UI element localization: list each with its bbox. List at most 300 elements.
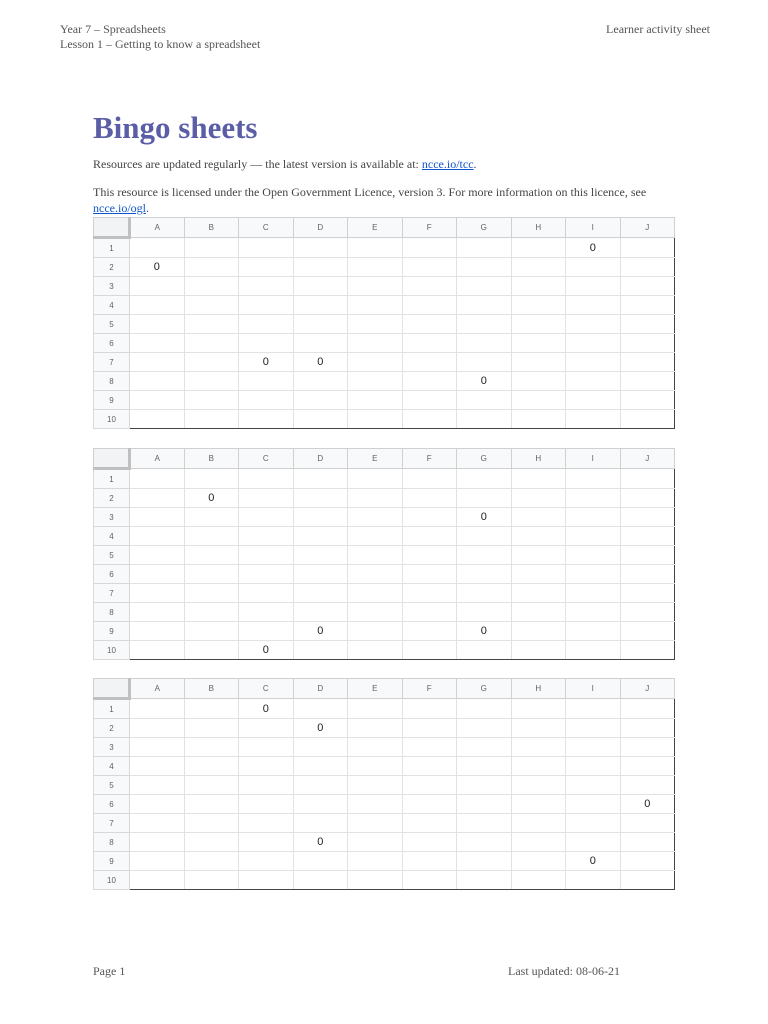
cell-e6[interactable] bbox=[348, 795, 403, 814]
cell-a9[interactable] bbox=[130, 622, 185, 641]
column-header-e[interactable]: E bbox=[348, 679, 403, 699]
cell-f2[interactable] bbox=[402, 489, 457, 508]
column-header-i[interactable]: I bbox=[566, 679, 621, 699]
cell-g4[interactable] bbox=[457, 757, 512, 776]
cell-g1[interactable] bbox=[457, 469, 512, 489]
cell-c2[interactable] bbox=[239, 719, 294, 738]
cell-d5[interactable] bbox=[293, 546, 348, 565]
cell-g3[interactable] bbox=[457, 277, 512, 296]
cell-c4[interactable] bbox=[239, 296, 294, 315]
cell-i10[interactable] bbox=[566, 641, 621, 660]
cell-g8[interactable] bbox=[457, 833, 512, 852]
cell-i4[interactable] bbox=[566, 296, 621, 315]
cell-e9[interactable] bbox=[348, 852, 403, 871]
column-header-d[interactable]: D bbox=[293, 449, 348, 469]
cell-f3[interactable] bbox=[402, 277, 457, 296]
cell-d10[interactable] bbox=[293, 641, 348, 660]
cell-j6[interactable] bbox=[620, 334, 675, 353]
cell-b6[interactable] bbox=[184, 795, 239, 814]
cell-f1[interactable] bbox=[402, 469, 457, 489]
cell-e5[interactable] bbox=[348, 315, 403, 334]
column-header-c[interactable]: C bbox=[239, 449, 294, 469]
column-header-g[interactable]: G bbox=[457, 679, 512, 699]
cell-g2[interactable] bbox=[457, 719, 512, 738]
cell-j2[interactable] bbox=[620, 258, 675, 277]
cell-g5[interactable] bbox=[457, 776, 512, 795]
cell-h4[interactable] bbox=[511, 527, 566, 546]
cell-f2[interactable] bbox=[402, 719, 457, 738]
column-header-a[interactable]: A bbox=[130, 679, 185, 699]
cell-a8[interactable] bbox=[130, 372, 185, 391]
cell-h7[interactable] bbox=[511, 814, 566, 833]
row-header-4[interactable]: 4 bbox=[94, 296, 130, 315]
cell-d1[interactable] bbox=[293, 238, 348, 258]
cell-c8[interactable] bbox=[239, 603, 294, 622]
cell-f10[interactable] bbox=[402, 871, 457, 890]
cell-g7[interactable] bbox=[457, 584, 512, 603]
cell-b4[interactable] bbox=[184, 296, 239, 315]
column-header-e[interactable]: E bbox=[348, 449, 403, 469]
row-header-6[interactable]: 6 bbox=[94, 565, 130, 584]
cell-e7[interactable] bbox=[348, 814, 403, 833]
cell-e8[interactable] bbox=[348, 372, 403, 391]
row-header-2[interactable]: 2 bbox=[94, 719, 130, 738]
cell-g5[interactable] bbox=[457, 546, 512, 565]
cell-a2[interactable] bbox=[130, 719, 185, 738]
cell-e1[interactable] bbox=[348, 469, 403, 489]
cell-f8[interactable] bbox=[402, 372, 457, 391]
select-all-corner[interactable] bbox=[94, 449, 130, 469]
cell-g9[interactable] bbox=[457, 391, 512, 410]
cell-f6[interactable] bbox=[402, 795, 457, 814]
cell-h2[interactable] bbox=[511, 489, 566, 508]
row-header-3[interactable]: 3 bbox=[94, 508, 130, 527]
cell-c10[interactable] bbox=[239, 871, 294, 890]
column-header-e[interactable]: E bbox=[348, 218, 403, 238]
cell-j7[interactable] bbox=[620, 814, 675, 833]
column-header-b[interactable]: B bbox=[184, 218, 239, 238]
cell-b6[interactable] bbox=[184, 565, 239, 584]
cell-c3[interactable] bbox=[239, 508, 294, 527]
cell-j5[interactable] bbox=[620, 546, 675, 565]
cell-c8[interactable] bbox=[239, 372, 294, 391]
cell-a3[interactable] bbox=[130, 508, 185, 527]
cell-d10[interactable] bbox=[293, 871, 348, 890]
row-header-6[interactable]: 6 bbox=[94, 795, 130, 814]
column-header-f[interactable]: F bbox=[402, 679, 457, 699]
cell-e1[interactable] bbox=[348, 238, 403, 258]
cell-f4[interactable] bbox=[402, 296, 457, 315]
cell-d3[interactable] bbox=[293, 738, 348, 757]
cell-e9[interactable] bbox=[348, 391, 403, 410]
cell-d6[interactable] bbox=[293, 795, 348, 814]
cell-a3[interactable] bbox=[130, 738, 185, 757]
row-header-2[interactable]: 2 bbox=[94, 489, 130, 508]
cell-g7[interactable] bbox=[457, 353, 512, 372]
cell-h3[interactable] bbox=[511, 738, 566, 757]
cell-g2[interactable] bbox=[457, 489, 512, 508]
cell-i7[interactable] bbox=[566, 584, 621, 603]
cell-e10[interactable] bbox=[348, 410, 403, 429]
cell-f6[interactable] bbox=[402, 334, 457, 353]
cell-a1[interactable] bbox=[130, 699, 185, 719]
cell-i1[interactable] bbox=[566, 469, 621, 489]
row-header-7[interactable]: 7 bbox=[94, 353, 130, 372]
cell-d4[interactable] bbox=[293, 757, 348, 776]
cell-f5[interactable] bbox=[402, 776, 457, 795]
column-header-a[interactable]: A bbox=[130, 218, 185, 238]
row-header-1[interactable]: 1 bbox=[94, 238, 130, 258]
cell-j10[interactable] bbox=[620, 641, 675, 660]
cell-a9[interactable] bbox=[130, 391, 185, 410]
column-header-i[interactable]: I bbox=[566, 449, 621, 469]
cell-c5[interactable] bbox=[239, 315, 294, 334]
cell-f5[interactable] bbox=[402, 315, 457, 334]
select-all-corner[interactable] bbox=[94, 218, 130, 238]
cell-e7[interactable] bbox=[348, 353, 403, 372]
cell-f4[interactable] bbox=[402, 527, 457, 546]
row-header-4[interactable]: 4 bbox=[94, 527, 130, 546]
cell-h6[interactable] bbox=[511, 334, 566, 353]
cell-g1[interactable] bbox=[457, 699, 512, 719]
cell-b8[interactable] bbox=[184, 603, 239, 622]
cell-f7[interactable] bbox=[402, 353, 457, 372]
cell-d7[interactable] bbox=[293, 584, 348, 603]
cell-c1[interactable]: 0 bbox=[239, 699, 294, 719]
cell-e8[interactable] bbox=[348, 603, 403, 622]
row-header-1[interactable]: 1 bbox=[94, 699, 130, 719]
cell-h9[interactable] bbox=[511, 852, 566, 871]
cell-a2[interactable] bbox=[130, 489, 185, 508]
cell-a7[interactable] bbox=[130, 814, 185, 833]
cell-c10[interactable] bbox=[239, 410, 294, 429]
cell-h5[interactable] bbox=[511, 315, 566, 334]
row-header-8[interactable]: 8 bbox=[94, 833, 130, 852]
tcc-link[interactable]: ncce.io/tcc bbox=[421, 157, 474, 171]
column-header-f[interactable]: F bbox=[402, 449, 457, 469]
cell-b7[interactable] bbox=[184, 814, 239, 833]
cell-e3[interactable] bbox=[348, 277, 403, 296]
cell-b9[interactable] bbox=[184, 391, 239, 410]
cell-j6[interactable]: 0 bbox=[620, 795, 675, 814]
cell-c5[interactable] bbox=[239, 546, 294, 565]
cell-g1[interactable] bbox=[457, 238, 512, 258]
cell-e4[interactable] bbox=[348, 296, 403, 315]
cell-a6[interactable] bbox=[130, 565, 185, 584]
cell-a2[interactable]: 0 bbox=[130, 258, 185, 277]
cell-j4[interactable] bbox=[620, 527, 675, 546]
cell-i4[interactable] bbox=[566, 527, 621, 546]
cell-i2[interactable] bbox=[566, 258, 621, 277]
cell-h6[interactable] bbox=[511, 795, 566, 814]
cell-d1[interactable] bbox=[293, 469, 348, 489]
column-header-j[interactable]: J bbox=[620, 218, 675, 238]
cell-c7[interactable] bbox=[239, 584, 294, 603]
cell-g10[interactable] bbox=[457, 410, 512, 429]
cell-b6[interactable] bbox=[184, 334, 239, 353]
cell-h10[interactable] bbox=[511, 641, 566, 660]
cell-b4[interactable] bbox=[184, 757, 239, 776]
row-header-3[interactable]: 3 bbox=[94, 277, 130, 296]
cell-b3[interactable] bbox=[184, 508, 239, 527]
row-header-5[interactable]: 5 bbox=[94, 546, 130, 565]
cell-e9[interactable] bbox=[348, 622, 403, 641]
cell-d5[interactable] bbox=[293, 776, 348, 795]
cell-i4[interactable] bbox=[566, 757, 621, 776]
cell-i10[interactable] bbox=[566, 410, 621, 429]
cell-f10[interactable] bbox=[402, 410, 457, 429]
row-header-9[interactable]: 9 bbox=[94, 622, 130, 641]
cell-b3[interactable] bbox=[184, 738, 239, 757]
cell-b5[interactable] bbox=[184, 546, 239, 565]
cell-c3[interactable] bbox=[239, 738, 294, 757]
cell-a10[interactable] bbox=[130, 871, 185, 890]
column-header-c[interactable]: C bbox=[239, 679, 294, 699]
cell-h5[interactable] bbox=[511, 776, 566, 795]
cell-h10[interactable] bbox=[511, 410, 566, 429]
cell-i6[interactable] bbox=[566, 795, 621, 814]
column-header-a[interactable]: A bbox=[130, 449, 185, 469]
cell-b8[interactable] bbox=[184, 833, 239, 852]
cell-b5[interactable] bbox=[184, 776, 239, 795]
cell-g6[interactable] bbox=[457, 795, 512, 814]
cell-h3[interactable] bbox=[511, 277, 566, 296]
column-header-h[interactable]: H bbox=[511, 679, 566, 699]
cell-f9[interactable] bbox=[402, 391, 457, 410]
row-header-10[interactable]: 10 bbox=[94, 871, 130, 890]
row-header-7[interactable]: 7 bbox=[94, 584, 130, 603]
cell-f9[interactable] bbox=[402, 852, 457, 871]
cell-c1[interactable] bbox=[239, 469, 294, 489]
cell-c6[interactable] bbox=[239, 565, 294, 584]
cell-g10[interactable] bbox=[457, 641, 512, 660]
cell-b9[interactable] bbox=[184, 852, 239, 871]
cell-b10[interactable] bbox=[184, 410, 239, 429]
cell-i5[interactable] bbox=[566, 315, 621, 334]
cell-j10[interactable] bbox=[620, 410, 675, 429]
cell-b7[interactable] bbox=[184, 353, 239, 372]
cell-j3[interactable] bbox=[620, 277, 675, 296]
cell-e4[interactable] bbox=[348, 527, 403, 546]
cell-a8[interactable] bbox=[130, 833, 185, 852]
cell-h8[interactable] bbox=[511, 603, 566, 622]
cell-i6[interactable] bbox=[566, 565, 621, 584]
cell-j1[interactable] bbox=[620, 238, 675, 258]
cell-i5[interactable] bbox=[566, 546, 621, 565]
row-header-9[interactable]: 9 bbox=[94, 391, 130, 410]
cell-d7[interactable]: 0 bbox=[293, 353, 348, 372]
cell-b10[interactable] bbox=[184, 641, 239, 660]
cell-a6[interactable] bbox=[130, 795, 185, 814]
cell-h5[interactable] bbox=[511, 546, 566, 565]
cell-a10[interactable] bbox=[130, 641, 185, 660]
cell-e8[interactable] bbox=[348, 833, 403, 852]
cell-j9[interactable] bbox=[620, 622, 675, 641]
cell-d9[interactable]: 0 bbox=[293, 622, 348, 641]
cell-g2[interactable] bbox=[457, 258, 512, 277]
cell-c7[interactable]: 0 bbox=[239, 353, 294, 372]
row-header-5[interactable]: 5 bbox=[94, 776, 130, 795]
cell-c3[interactable] bbox=[239, 277, 294, 296]
cell-a5[interactable] bbox=[130, 546, 185, 565]
cell-c7[interactable] bbox=[239, 814, 294, 833]
cell-h8[interactable] bbox=[511, 833, 566, 852]
cell-g8[interactable]: 0 bbox=[457, 372, 512, 391]
cell-h9[interactable] bbox=[511, 391, 566, 410]
cell-i3[interactable] bbox=[566, 508, 621, 527]
cell-e1[interactable] bbox=[348, 699, 403, 719]
cell-d8[interactable]: 0 bbox=[293, 833, 348, 852]
cell-g9[interactable] bbox=[457, 852, 512, 871]
cell-i2[interactable] bbox=[566, 489, 621, 508]
cell-j5[interactable] bbox=[620, 315, 675, 334]
cell-h7[interactable] bbox=[511, 353, 566, 372]
cell-f1[interactable] bbox=[402, 238, 457, 258]
cell-h9[interactable] bbox=[511, 622, 566, 641]
cell-d3[interactable] bbox=[293, 277, 348, 296]
cell-h1[interactable] bbox=[511, 469, 566, 489]
cell-i9[interactable] bbox=[566, 391, 621, 410]
column-header-d[interactable]: D bbox=[293, 218, 348, 238]
row-header-8[interactable]: 8 bbox=[94, 372, 130, 391]
cell-d6[interactable] bbox=[293, 334, 348, 353]
cell-e10[interactable] bbox=[348, 871, 403, 890]
cell-d10[interactable] bbox=[293, 410, 348, 429]
cell-f8[interactable] bbox=[402, 833, 457, 852]
cell-d8[interactable] bbox=[293, 603, 348, 622]
row-header-1[interactable]: 1 bbox=[94, 469, 130, 489]
cell-f1[interactable] bbox=[402, 699, 457, 719]
cell-g5[interactable] bbox=[457, 315, 512, 334]
cell-h8[interactable] bbox=[511, 372, 566, 391]
cell-h2[interactable] bbox=[511, 719, 566, 738]
cell-j8[interactable] bbox=[620, 372, 675, 391]
cell-a8[interactable] bbox=[130, 603, 185, 622]
cell-c6[interactable] bbox=[239, 334, 294, 353]
cell-d8[interactable] bbox=[293, 372, 348, 391]
cell-i2[interactable] bbox=[566, 719, 621, 738]
cell-a7[interactable] bbox=[130, 353, 185, 372]
cell-i3[interactable] bbox=[566, 738, 621, 757]
cell-e3[interactable] bbox=[348, 738, 403, 757]
cell-d4[interactable] bbox=[293, 296, 348, 315]
cell-j2[interactable] bbox=[620, 719, 675, 738]
cell-j3[interactable] bbox=[620, 738, 675, 757]
select-all-corner[interactable] bbox=[94, 679, 130, 699]
cell-h4[interactable] bbox=[511, 757, 566, 776]
column-header-g[interactable]: G bbox=[457, 449, 512, 469]
cell-h1[interactable] bbox=[511, 699, 566, 719]
cell-a9[interactable] bbox=[130, 852, 185, 871]
cell-g6[interactable] bbox=[457, 334, 512, 353]
cell-g9[interactable]: 0 bbox=[457, 622, 512, 641]
row-header-5[interactable]: 5 bbox=[94, 315, 130, 334]
cell-i8[interactable] bbox=[566, 603, 621, 622]
row-header-3[interactable]: 3 bbox=[94, 738, 130, 757]
row-header-10[interactable]: 10 bbox=[94, 410, 130, 429]
cell-f7[interactable] bbox=[402, 814, 457, 833]
cell-g3[interactable] bbox=[457, 738, 512, 757]
column-header-j[interactable]: J bbox=[620, 679, 675, 699]
cell-c6[interactable] bbox=[239, 795, 294, 814]
cell-d4[interactable] bbox=[293, 527, 348, 546]
cell-b2[interactable]: 0 bbox=[184, 489, 239, 508]
column-header-c[interactable]: C bbox=[239, 218, 294, 238]
cell-d2[interactable] bbox=[293, 258, 348, 277]
cell-a5[interactable] bbox=[130, 776, 185, 795]
cell-h1[interactable] bbox=[511, 238, 566, 258]
row-header-8[interactable]: 8 bbox=[94, 603, 130, 622]
column-header-h[interactable]: H bbox=[511, 218, 566, 238]
cell-h6[interactable] bbox=[511, 565, 566, 584]
cell-d9[interactable] bbox=[293, 852, 348, 871]
cell-g10[interactable] bbox=[457, 871, 512, 890]
column-header-i[interactable]: I bbox=[566, 218, 621, 238]
cell-b9[interactable] bbox=[184, 622, 239, 641]
cell-j2[interactable] bbox=[620, 489, 675, 508]
cell-c9[interactable] bbox=[239, 391, 294, 410]
cell-f5[interactable] bbox=[402, 546, 457, 565]
ogl-link[interactable]: ncce.io/ogl bbox=[93, 201, 146, 215]
cell-a7[interactable] bbox=[130, 584, 185, 603]
cell-f4[interactable] bbox=[402, 757, 457, 776]
cell-d9[interactable] bbox=[293, 391, 348, 410]
cell-j1[interactable] bbox=[620, 469, 675, 489]
column-header-h[interactable]: H bbox=[511, 449, 566, 469]
cell-d6[interactable] bbox=[293, 565, 348, 584]
cell-e4[interactable] bbox=[348, 757, 403, 776]
cell-a4[interactable] bbox=[130, 757, 185, 776]
column-header-b[interactable]: B bbox=[184, 679, 239, 699]
cell-h2[interactable] bbox=[511, 258, 566, 277]
cell-g7[interactable] bbox=[457, 814, 512, 833]
cell-i10[interactable] bbox=[566, 871, 621, 890]
cell-a10[interactable] bbox=[130, 410, 185, 429]
cell-g8[interactable] bbox=[457, 603, 512, 622]
cell-i1[interactable]: 0 bbox=[566, 238, 621, 258]
cell-h3[interactable] bbox=[511, 508, 566, 527]
cell-j4[interactable] bbox=[620, 757, 675, 776]
cell-i7[interactable] bbox=[566, 814, 621, 833]
cell-a4[interactable] bbox=[130, 296, 185, 315]
cell-j8[interactable] bbox=[620, 833, 675, 852]
cell-a1[interactable] bbox=[130, 238, 185, 258]
cell-e7[interactable] bbox=[348, 584, 403, 603]
cell-h4[interactable] bbox=[511, 296, 566, 315]
cell-d7[interactable] bbox=[293, 814, 348, 833]
cell-e3[interactable] bbox=[348, 508, 403, 527]
cell-c8[interactable] bbox=[239, 833, 294, 852]
cell-j6[interactable] bbox=[620, 565, 675, 584]
column-header-f[interactable]: F bbox=[402, 218, 457, 238]
cell-b5[interactable] bbox=[184, 315, 239, 334]
cell-b2[interactable] bbox=[184, 258, 239, 277]
cell-d2[interactable]: 0 bbox=[293, 719, 348, 738]
cell-e5[interactable] bbox=[348, 776, 403, 795]
cell-f2[interactable] bbox=[402, 258, 457, 277]
cell-i1[interactable] bbox=[566, 699, 621, 719]
cell-c2[interactable] bbox=[239, 489, 294, 508]
cell-i5[interactable] bbox=[566, 776, 621, 795]
cell-b1[interactable] bbox=[184, 469, 239, 489]
cell-j9[interactable] bbox=[620, 391, 675, 410]
cell-g4[interactable] bbox=[457, 527, 512, 546]
cell-b2[interactable] bbox=[184, 719, 239, 738]
column-header-b[interactable]: B bbox=[184, 449, 239, 469]
cell-b7[interactable] bbox=[184, 584, 239, 603]
cell-i9[interactable]: 0 bbox=[566, 852, 621, 871]
row-header-6[interactable]: 6 bbox=[94, 334, 130, 353]
